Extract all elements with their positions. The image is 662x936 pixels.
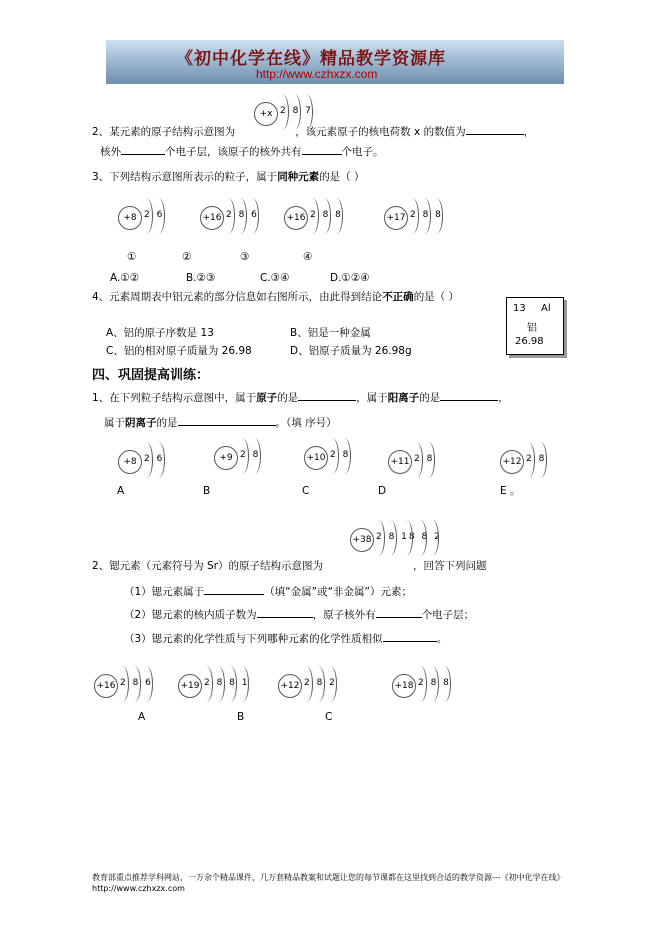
q2-line1: 2、某元素的原子结构示意图为 ，该元素原子的核电荷数 x 的数值为 ， (92, 123, 534, 139)
s4-q1-atom-b: +9 2 8 (214, 436, 270, 476)
q4-stem: 4、元素周期表中铝元素的部分信息如右图所示，由此得到结论不正确的是（ ） (92, 291, 460, 303)
s4-q1-atom-a: +8 2 6 (118, 440, 174, 480)
s4-q2-sub1: （1）锶元素属于 （填“金属”或“非金属”）元素； (124, 583, 412, 599)
section-title: 四、巩固提高训练： (92, 368, 210, 383)
s4-q1-label-a: A (117, 485, 125, 497)
q4-option-c: C、铝的相对原子质量为 26.98 (106, 345, 252, 357)
element-symbol: Al (541, 303, 551, 314)
banner-title: 《初中化学在线》精品教学资源库 (176, 49, 446, 69)
q4-option-d: D、铝原子质量为 26.98g (290, 345, 412, 357)
footer-note: 教育部重点推荐学科网站，一万余个精品课件，几万套精品教案和试题让您的每节课都在这里找到合适的教学资源---《初中化学在线》http://www.czhxzx.com (92, 873, 565, 893)
element-number: 13 (513, 303, 526, 314)
s4-q2-sub2: （2）锶元素的核内质子数为 ，原子核外有 个电子层； (124, 606, 474, 622)
s4-q1-label-b: B (203, 485, 211, 497)
q3-option-c: C.③④ (260, 272, 290, 284)
s4-q2-atom-b: +19 2 8 8 1 (178, 664, 262, 704)
s4-q2-atom-c: +12 2 8 2 (278, 664, 350, 704)
banner-url[interactable]: http://www.czhxzx.com (256, 67, 378, 81)
q3-label-2: ② (182, 251, 192, 263)
s4-q2-stem: 2、锶元素（元素符号为 Sr）的原子结构示意图为 ，回答下列问题 (92, 560, 487, 572)
s4-q2-label-c: C (325, 711, 333, 723)
q3-option-a: A.①② (110, 272, 140, 284)
q4-option-a: A、铝的原子序数是 13 (106, 327, 214, 339)
element-mass: 26.98 (515, 336, 544, 347)
header-banner (106, 40, 564, 84)
q3-label-3: ③ (240, 251, 250, 263)
q3-stem: 3、下列结构示意图所表示的粒子，属于同种元素的是（ ） (92, 171, 365, 183)
q3-option-b: B.②③ (186, 272, 216, 284)
q3-label-4: ④ (303, 251, 313, 263)
strontium-atom-diagram: +38 2 8 18 8 2 (350, 518, 450, 558)
q3-label-1: ① (127, 251, 137, 263)
s4-q1-line2: 属于阴离子的是 。（填 序号） (104, 414, 337, 430)
s4-q2-label-a: A (138, 711, 146, 723)
s4-q1-atom-c: +10 2 8 (304, 436, 360, 476)
atom-nucleus: +x (254, 102, 278, 126)
element-name: 铝 (527, 323, 537, 334)
s4-q1-atom-d: +11 2 8 (388, 440, 444, 480)
q3-option-d: D.①②④ (330, 272, 370, 284)
s4-q1-atom-e: +12 2 8 (500, 440, 556, 480)
s4-q2-sub3: （3）锶元素的化学性质与下列哪种元素的化学性质相似 。 (124, 630, 447, 646)
q3-atom-3: +16 2 8 8 (284, 196, 356, 236)
q3-atom-1: +8 2 6 (118, 196, 178, 236)
q3-atom-2: +16 2 8 6 (200, 196, 272, 236)
atom-shells: 2 8 7 (280, 106, 313, 116)
s4-q1-line1: 1、在下列粒子结构示意图中，属于原子的是 ，属于阳离子的是 ， (92, 389, 509, 405)
s4-q2-label-b: B (237, 711, 245, 723)
q4-option-b: B、铝是一种金属 (290, 327, 371, 339)
s4-q2-atom-d: +18 2 8 8 (392, 664, 464, 704)
element-card-aluminum (506, 297, 564, 355)
q2-line2: 核外 个电子层，该原子的核外共有 个电子。 (100, 143, 384, 159)
s4-q2-atom-a: +16 2 8 6 (94, 664, 166, 704)
s4-q1-label-e: E 。 (500, 485, 521, 497)
q3-atom-4: +17 2 8 8 (384, 196, 456, 236)
s4-q1-label-d: D (378, 485, 387, 497)
s4-q1-label-c: C (302, 485, 310, 497)
